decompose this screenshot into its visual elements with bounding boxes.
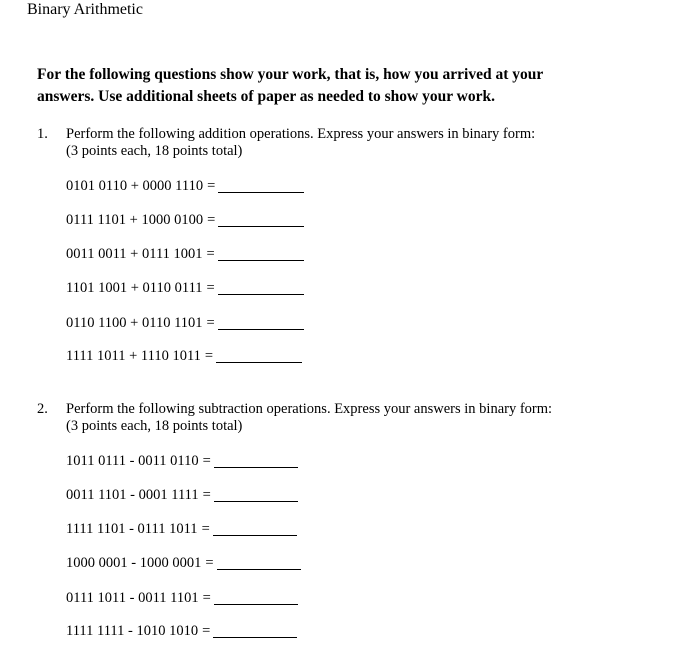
equals-sign: = [206,315,215,331]
problem-expression: 0110 1100 + 0110 1101 [66,315,203,331]
problem-item [66,554,301,572]
equals-sign: = [201,521,210,537]
equals-sign: = [205,555,214,571]
problem-expression: 1000 0001 - 1000 0001 [66,555,202,571]
problem-expression: 1111 1111 - 1010 1010 [66,623,199,639]
problem-item [66,622,297,640]
problem-item [66,314,304,332]
problem-item [66,279,304,297]
problem-item [66,486,298,504]
answer-blank[interactable] [218,212,304,227]
question-points: (3 points each, 18 points total) [66,418,243,434]
problem-item [66,211,304,229]
instructions-paragraph [37,64,637,108]
answer-blank[interactable] [213,521,297,536]
equals-sign: = [207,212,216,228]
equals-sign: = [202,623,211,639]
problem-item [66,589,298,607]
answer-blank[interactable] [214,453,298,468]
problem-expression: 1111 1101 - 0111 1011 [66,521,198,537]
answer-blank[interactable] [214,590,298,605]
problem-expression: 0011 0011 + 0111 1001 [66,246,203,262]
document-title: Binary Arithmetic [27,1,143,18]
question-prompt: Perform the following addition operations. Express your answers in binary form: [66,126,536,142]
answer-blank[interactable] [218,178,304,193]
instructions-line: For the following questions show your work, that is, how you arrived at your [37,66,544,83]
equals-sign: = [202,590,211,606]
answer-blank[interactable] [213,623,297,638]
problem-expression: 1101 1001 + 0110 0111 [66,280,203,296]
answer-blank[interactable] [216,348,302,363]
problem-expression: 1011 0111 - 0011 0110 [66,453,199,469]
question-prompt: Perform the following subtraction operations. Express your answers in binary form: [66,401,553,417]
equals-sign: = [206,246,215,262]
question-number: 1. [37,126,48,142]
answer-blank[interactable] [218,315,304,330]
question-number: 2. [37,401,48,417]
equals-sign: = [202,487,211,503]
problem-item [66,452,298,470]
answer-blank[interactable] [214,487,298,502]
problem-item [66,245,304,263]
problem-item [66,520,297,538]
problem-expression: 0101 0110 + 0000 1110 [66,178,204,194]
problem-expression: 0011 1101 - 0001 1111 [66,487,199,503]
problem-item [66,177,304,195]
equals-sign: = [206,280,215,296]
problem-expression: 1111 1011 + 1110 1011 [66,348,201,364]
problem-expression: 0111 1101 + 1000 0100 [66,212,204,228]
instructions-line: answers. Use additional sheets of paper as needed to show your work. [37,88,495,105]
equals-sign: = [202,453,211,469]
equals-sign: = [207,178,216,194]
problem-expression: 0111 1011 - 0011 1101 [66,590,199,606]
equals-sign: = [204,348,214,364]
problem-item [66,347,302,365]
answer-blank[interactable] [218,280,304,295]
answer-blank[interactable] [217,555,301,570]
answer-blank[interactable] [218,246,304,261]
question-points: (3 points each, 18 points total) [66,143,243,159]
